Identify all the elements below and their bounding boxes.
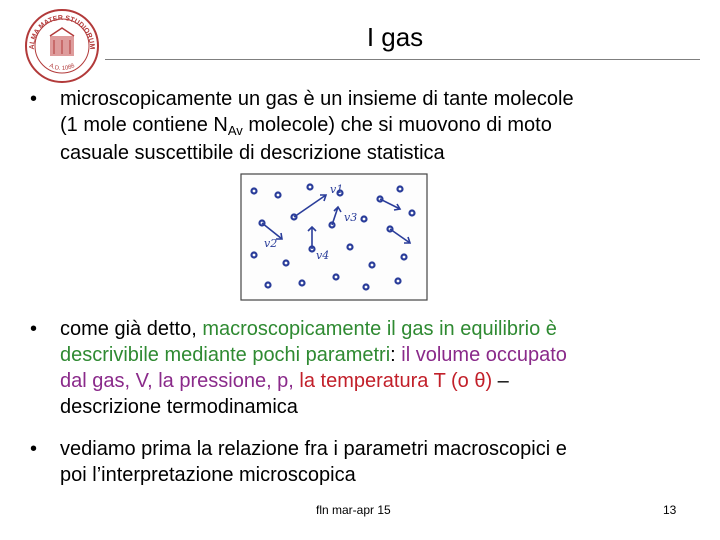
bullet-marker: • <box>30 318 38 340</box>
bullet-1-line-2 <box>60 112 700 140</box>
bullet-1-line-1: microscopicamente un gas è un insieme di tante molecole <box>60 88 574 110</box>
bullet-2-params: descrivibile mediante pochi parametri <box>60 344 391 366</box>
sketch-label-v4: v4 <box>316 249 330 262</box>
bullet-2-volume: il volume occupato <box>401 344 567 366</box>
bullet-2-macro: macroscopicamente il gas in equilibrio è <box>202 318 557 340</box>
bullet-2-line-3 <box>60 368 700 394</box>
sketch-label-v3: v3 <box>344 211 358 224</box>
bullet-2-dash: – <box>492 370 509 392</box>
bullet-3-line-1: vediamo prima la relazione fra i parametri macroscopici e <box>60 438 567 460</box>
gas-molecules-sketch <box>240 173 428 301</box>
bullet-2-pressure: , la pressione, p, <box>147 370 300 392</box>
bullet-3-line-2: poi l’interpretazione microscopica <box>60 464 356 486</box>
footer-course-label: fln mar-apr 15 <box>316 503 391 517</box>
slide-title: I gas <box>366 22 424 52</box>
bullet-marker: • <box>30 88 38 110</box>
title-underline <box>105 59 700 60</box>
university-seal-logo <box>24 8 100 84</box>
sketch-label-v1: v1 <box>330 183 344 196</box>
bullet-2-colon: : <box>390 344 402 366</box>
bullet-2-volume-v: dal gas, V <box>60 370 148 392</box>
bullet-marker: • <box>30 438 38 460</box>
footer-page-number: 13 <box>663 503 677 517</box>
sketch-label-v2: v2 <box>264 237 278 250</box>
bullet-2-line-4: descrizione termodinamica <box>60 396 298 418</box>
bullet-1-line-3: casuale suscettibile di descrizione statistica <box>60 142 445 164</box>
bullet-2-text <box>60 316 700 420</box>
seal-text-top: ALMA MATER STUDIORUM <box>28 14 96 50</box>
bullet-2-temperature: la temperatura T (o θ) <box>299 370 493 392</box>
bullet-3-text <box>60 436 700 488</box>
bullet-2-plain: come già detto, <box>60 318 203 340</box>
bullet-2-line-2 <box>60 342 700 368</box>
bullet-1-line-2a: (1 mole contiene N <box>60 114 228 136</box>
bullet-1-line-2b: molecole) che si muovono di moto <box>242 114 552 136</box>
avogadro-subscript: Av <box>227 123 243 138</box>
bullet-2-line-1 <box>60 316 700 342</box>
seal-text-bottom: A.D. 1088 <box>48 63 76 73</box>
bullet-1-text <box>60 86 700 166</box>
